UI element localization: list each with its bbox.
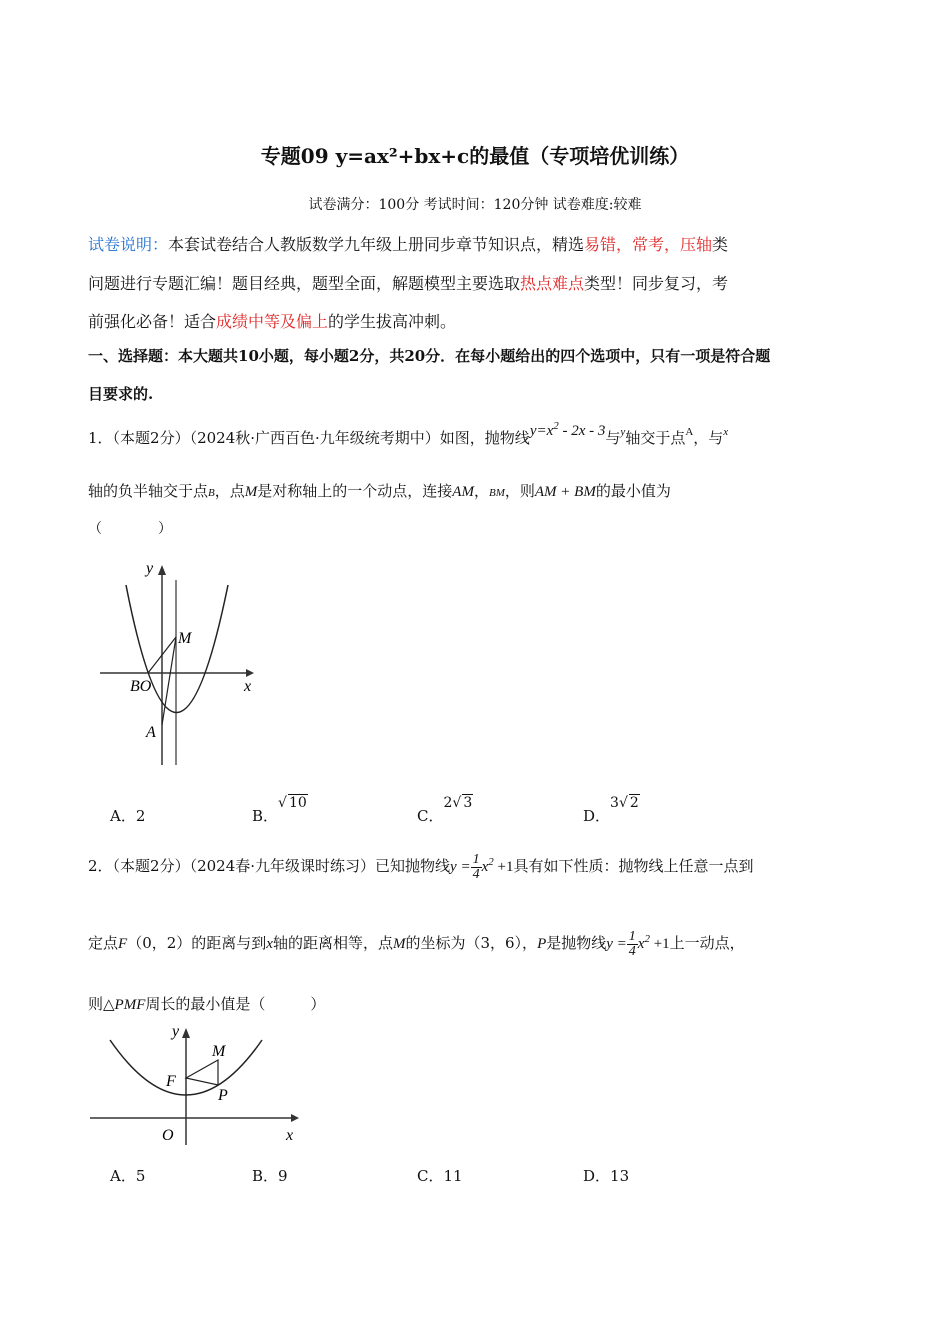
q2-line-1 — [88, 853, 753, 882]
formula-exp: 2 — [644, 932, 650, 945]
coef: 2 — [443, 795, 453, 811]
fig-label-m: M — [178, 630, 192, 647]
point-B: B — [208, 487, 215, 499]
intro-text: 前强化必备！适合 — [88, 312, 217, 331]
page-title: 专题09 y=ax²+bx+c的最值（专项培优训练） — [260, 144, 690, 168]
q2-figure — [86, 1020, 306, 1150]
q1-line-1 — [88, 420, 729, 448]
point-P: P — [537, 935, 547, 952]
formula-part: y = — [606, 935, 627, 952]
intro-text: 类 — [712, 235, 729, 254]
q2-line-2 — [88, 930, 745, 959]
fig-label-y: y — [146, 560, 154, 577]
sqrt-radicand: 2 — [629, 795, 639, 811]
q2-text: 轴的距离相等，点 — [272, 933, 393, 952]
denominator: 4 — [472, 867, 480, 882]
numerator: 1 — [472, 852, 480, 867]
option-value: 2 — [135, 807, 146, 825]
q2-text: 具有如下性质：抛物线上任意一点到 — [513, 856, 754, 875]
fig-label-y: y — [172, 1023, 180, 1040]
point-F: F — [118, 935, 128, 952]
section-heading-cont: 目要求的. — [88, 385, 154, 403]
fig-label-x: x — [244, 678, 252, 695]
q1-text: 1．（本题2分）（2024秋·广西百色·九年级统考期中）如图，抛物线 — [88, 429, 530, 447]
q1-line-2 — [88, 480, 671, 501]
q1-text: 是对称轴上的一个动点，连接 — [257, 482, 453, 500]
q2-formula — [450, 852, 514, 882]
option-value: 2√ 3 — [443, 795, 473, 811]
q2-option-a[interactable] — [110, 1165, 145, 1186]
q2-text: 定点 — [88, 933, 119, 952]
q1-text: ，点 — [214, 482, 245, 500]
var-x: x — [266, 935, 273, 952]
q2-text: 2．（本题2分）（2024春·九年级课时练习）已知抛物线 — [88, 856, 451, 875]
formula-part: +1 — [493, 858, 514, 875]
option-value: 11 — [443, 1167, 463, 1185]
var-x: x — [723, 426, 729, 438]
point-M: M — [392, 935, 406, 952]
var-y: y — [620, 426, 626, 438]
numerator: 1 — [628, 929, 636, 944]
q1-text: 轴的负半轴交于点 — [88, 482, 209, 500]
option-label: B． — [252, 1167, 279, 1185]
q2-option-d[interactable] — [583, 1165, 629, 1186]
fig-label-a: A — [146, 724, 156, 741]
fig-label-x: x — [286, 1127, 294, 1144]
intro-line-2 — [88, 271, 728, 294]
q2-text: 上一动点， — [669, 933, 745, 952]
option-label: D． — [583, 1167, 611, 1185]
q1-option-c[interactable] — [417, 795, 473, 826]
option-label: A． — [110, 807, 136, 825]
intro-line-3 — [88, 309, 456, 332]
q1-answer-paren: （ ） — [88, 521, 172, 537]
q2-text: 则△ — [88, 995, 115, 1013]
option-label: A． — [110, 1167, 136, 1185]
q2-text: 是抛物线 — [546, 933, 607, 952]
q2-option-c[interactable] — [417, 1165, 463, 1186]
intro-highlight: 热点难点 — [520, 274, 585, 293]
segment-AM: AM — [452, 484, 474, 500]
q2-formula-repeat — [606, 929, 670, 959]
denominator: 4 — [628, 944, 636, 959]
q1-text: 与 — [605, 429, 621, 447]
option-label: C． — [417, 807, 444, 825]
fig-label-bo: BO — [130, 678, 152, 695]
x-axis-arrow — [291, 1114, 299, 1122]
option-value: 3√ 2 — [610, 795, 639, 811]
y-axis-arrow — [182, 1028, 190, 1038]
formula-part: x — [481, 858, 489, 875]
q1-option-d[interactable] — [583, 795, 640, 826]
q1-text: 轴交于点 — [625, 429, 686, 447]
option-label: C． — [417, 1167, 444, 1185]
fig-label-p: P — [218, 1087, 228, 1104]
q1-text: ， — [473, 482, 489, 500]
intro-text: 类型！同步复习，考 — [584, 274, 729, 293]
fraction — [627, 930, 638, 959]
fig-label-m: M — [212, 1043, 226, 1060]
option-value: 9 — [278, 1167, 288, 1185]
fig-label-f: F — [166, 1073, 176, 1090]
y-axis-arrow — [158, 565, 166, 575]
q1-text: 的最小值为 — [595, 482, 671, 500]
q2-text: 的坐标为（3，6）， — [405, 933, 538, 952]
formula-part: - 2x - 3 — [558, 423, 606, 439]
triangle-pmf-shape — [186, 1060, 218, 1085]
option-label: D． — [583, 807, 611, 825]
sqrt-radicand: 10 — [288, 795, 307, 811]
formula-exp: 2 — [553, 420, 559, 432]
fraction — [471, 853, 482, 882]
x-axis-arrow — [246, 669, 254, 677]
formula-part: x — [637, 935, 645, 952]
exam-meta: 试卷满分：100分 考试时间：120分钟 试卷难度:较难 — [308, 197, 642, 213]
formula-part: y = — [450, 858, 471, 875]
intro-text: 问题进行专题汇编！题目经典，题型全面，解题模型主要选取 — [88, 274, 521, 293]
formula-part: +1 — [649, 935, 670, 952]
sqrt-radicand: 3 — [463, 795, 473, 811]
q1-option-b[interactable] — [252, 795, 308, 826]
option-value: 5 — [135, 1167, 146, 1185]
triangle-pmf: PMF — [114, 997, 146, 1013]
intro-highlight: 成绩中等及偏上 — [216, 312, 329, 331]
point-M: M — [244, 484, 258, 500]
segment-BM: BM — [488, 487, 505, 499]
coef: 3 — [610, 795, 619, 811]
expr-AM-plus-BM: AM + BM — [534, 484, 596, 500]
formula-part: y=x — [529, 423, 554, 439]
q1-text: ，则 — [504, 482, 535, 500]
formula-exp: 2 — [488, 855, 494, 868]
q1-formula — [529, 420, 606, 439]
option-value: √ 10 — [278, 795, 307, 811]
section-heading: 一、选择题：本大题共10小题，每小题2分，共20分．在每小题给出的四个选项中，只有一项是符合题 — [88, 347, 771, 365]
q2-text: 周长的最小值是（ ） — [145, 995, 326, 1013]
option-value: 13 — [610, 1167, 630, 1185]
intro-text: 的学生拔高冲刺。 — [328, 312, 457, 331]
q2-text: （0，2）的距离与到 — [127, 933, 267, 952]
q1-text: ，与 — [693, 429, 724, 447]
q2-line-3 — [88, 993, 325, 1014]
intro-line-1 — [88, 232, 728, 255]
intro-label: 试卷说明： — [88, 235, 169, 254]
q2-option-b[interactable] — [252, 1165, 288, 1186]
option-label: B． — [252, 807, 279, 825]
q1-figure — [96, 555, 266, 770]
fig-label-o: O — [162, 1127, 174, 1144]
intro-text: 本套试卷结合人教版数学九年级上册同步章节知识点，精选 — [168, 235, 585, 254]
q1-option-a[interactable] — [110, 805, 145, 826]
point-A: A — [685, 426, 694, 438]
intro-highlight: 易错，常考，压轴 — [584, 235, 713, 254]
